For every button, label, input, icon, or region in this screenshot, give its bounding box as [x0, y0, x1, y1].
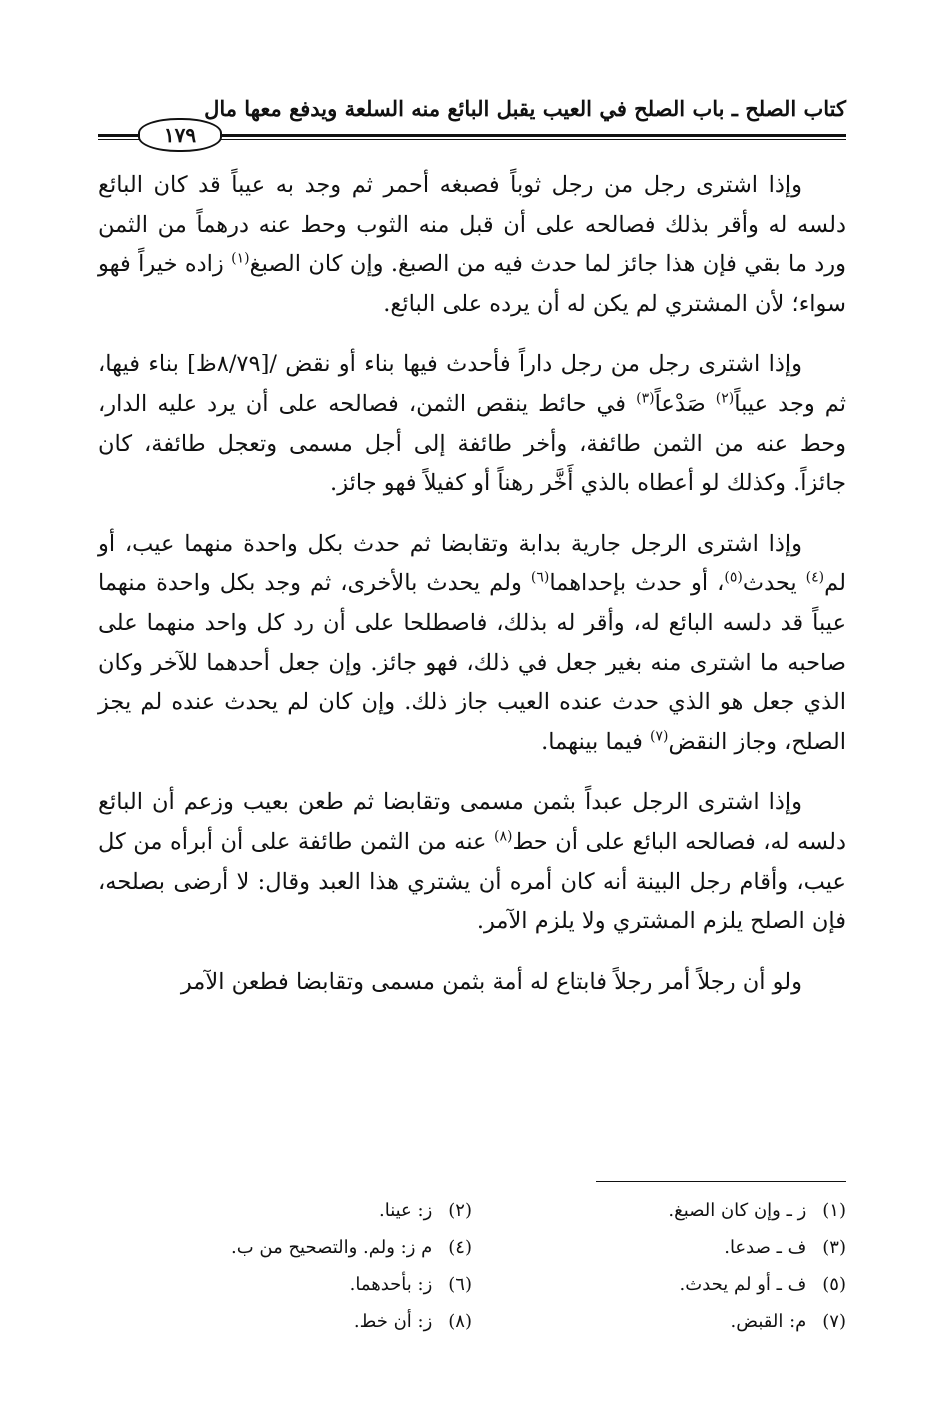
footnote-text: ف ـ صدعا. — [724, 1237, 812, 1258]
footnote-marker: (٥) — [724, 569, 743, 586]
footnote-number: (٢) — [448, 1200, 472, 1221]
footnote-text: م ز: ولم. والتصحيح من ب. — [230, 1237, 438, 1258]
footnote — [472, 1229, 846, 1266]
footnote — [472, 1266, 846, 1303]
footnote-marker: (٤) — [805, 569, 825, 586]
text-segment: ، أو حدث بإحداهما — [549, 570, 725, 597]
footnote-text: ف ـ أو لم يحدث. — [679, 1274, 812, 1295]
footnote-marker: (٣) — [636, 390, 655, 407]
paragraph — [98, 525, 846, 763]
footnote-row — [98, 1303, 846, 1340]
footnote-marker: (٨) — [493, 828, 513, 845]
text-segment: وإذا اشترى الرجل جارية بدابة وتقابضا ثم حدث بكل واحدة منهما عيب، أو لم — [98, 530, 846, 597]
footnote-row — [98, 1229, 846, 1266]
footnotes — [98, 1192, 846, 1340]
footnote-text: ز ـ وإن كان الصبغ. — [668, 1200, 812, 1221]
footnote-row — [98, 1266, 846, 1303]
page-number: ١٧٩ — [138, 118, 222, 152]
footnote-divider — [596, 1181, 846, 1182]
footnote — [98, 1303, 472, 1340]
footnote-row — [98, 1192, 846, 1229]
footnote-marker: (٦) — [530, 569, 550, 586]
footnote-marker: (٧) — [650, 728, 669, 745]
footnote — [98, 1266, 472, 1303]
paragraph — [98, 783, 846, 941]
main-text — [98, 166, 846, 1023]
text-segment: ولم يحدث بالأخرى، ثم وجد بكل واحدة منهما عيباً قد دلسه البائع له، وأقر له بذلك، فاصطلحا على أن رد كل واحد منهما على صاحبه ما اشترى منه بغير جعل في ذلك، فهو جائز. وإن جعل أحدهما للآخر وكان الذي جعل هو الذي حدث عنده العيب جاز ذلك. وإن كان لم يحدث عنده لم يجز الصلح، وجاز النقض — [98, 570, 846, 755]
text-segment: يحدث — [742, 570, 806, 597]
footnote-number: (٦) — [448, 1274, 472, 1295]
text-segment: وإذا اشترى رجل من رجل داراً فأحدث فيها بناء أو نقض /[٨/٧٩ظ] بناء فيها، ثم وجد عيباً — [98, 351, 846, 417]
text-segment: وإذا اشترى الرجل عبداً بثمن مسمى وتقابضا ثم طعن بعيب وزعم أن البائع دلسه له، فصالحه البائع على أن حط — [98, 789, 846, 855]
paragraph — [98, 345, 846, 503]
footnote-text: ز: بأحدهما. — [349, 1274, 438, 1295]
page-header — [98, 96, 846, 146]
footnote — [472, 1303, 846, 1340]
footnote — [472, 1192, 846, 1229]
paragraph — [98, 166, 846, 324]
footnote-text: ز: أن خط. — [353, 1311, 438, 1332]
footnote-marker: (٢) — [715, 390, 735, 407]
footnote-marker: (١) — [231, 250, 250, 267]
footnote-number: (١) — [822, 1200, 846, 1221]
footnote-text: م: القبض. — [730, 1311, 812, 1332]
text-segment: صَدْعاً — [654, 390, 716, 417]
footnote-number: (٧) — [822, 1311, 846, 1332]
footnote — [98, 1192, 472, 1229]
running-title: كتاب الصلح ـ باب الصلح في العيب يقبل البائع منه السلعة ويدفع معها مال — [204, 96, 846, 121]
footnote-number: (٣) — [822, 1237, 846, 1258]
text-segment: زاده خيراً فهو سواء؛ لأن المشتري لم يكن له أن يرده على البائع. — [98, 251, 846, 317]
text-segment: فيما بينهما. — [541, 728, 651, 755]
text-segment: في حائط ينقص الثمن، فصالحه على أن يرد عليه الدار، وحط عنه من الثمن طائفة، وأخر طائفة إلى أجل مسمى وتعجل طائفة، كان جائزاً. وكذلك لو أعطاه بالذي أَخَّر رهناً أو كفيلاً فهو جائز. — [98, 390, 846, 497]
text-segment: وإذا اشترى رجل من رجل ثوباً فصبغه أحمر ثم وجد به عيباً قد كان البائع دلسه له وأقر بذلك فصالحه على أن قبل منه الثوب وحط عنه درهماً من الثمن ورد ما بقي فإن هذا جائز لما حدث فيه من الصبغ. وإن كان الصبغ — [98, 172, 846, 278]
text-segment: ولو أن رجلاً أمر رجلاً فابتاع له أمة بثمن مسمى وتقابضا فطعن الآمر — [180, 968, 802, 995]
footnote-number: (٥) — [822, 1274, 846, 1295]
text-segment: عنه من الثمن طائفة على أن أبرأه من كل عيب، وأقام رجل البينة أنه كان أمره أن يشتري هذا العبد وقال: لا أرضى بصلحه، فإن الصلح يلزم المشتري ولا يلزم الآمر. — [98, 828, 846, 935]
footnote — [98, 1229, 472, 1266]
footnote-number: (٨) — [448, 1311, 472, 1332]
paragraph — [98, 963, 846, 1003]
footnote-number: (٤) — [448, 1237, 472, 1258]
footnote-text: ز: عينا. — [378, 1200, 438, 1221]
